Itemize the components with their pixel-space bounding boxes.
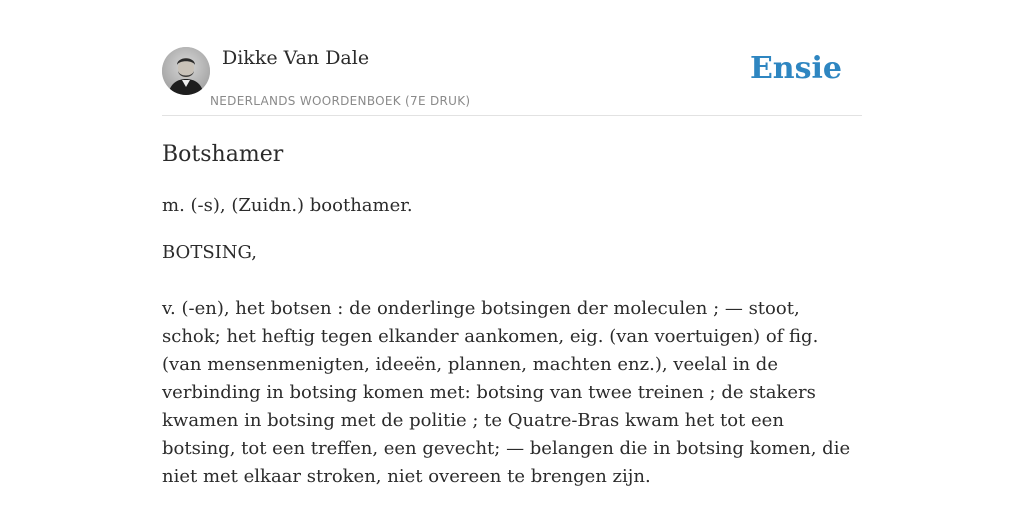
author-name[interactable]: Dikke Van Dale (222, 47, 370, 69)
brand-logo-link[interactable]: Ensie (749, 51, 842, 86)
entry-definition: m. (-s), (Zuidn.) boothamer. (162, 195, 413, 216)
entry-subheading: BOTSING, (162, 242, 257, 263)
avatar[interactable] (162, 47, 210, 95)
entry-body: v. (-en), het botsen : de onderlinge botsingen der moleculen ; — stoot, schok; het heftig tegen elkander aankomen, eig. (van voertuigen) of fig. (van mensenmenigten, ideeën, plannen, machten enz.), veelal in de verbinding in botsing komen met: botsing van twee treinen ; de stakers kwamen in botsing met de politie ; te Quatre-Bras kwam het tot een botsing, tot een treffen, een gevecht; — belangen die in botsing komen, die niet met elkaar stroken, niet overeen te brengen zijn. (162, 298, 851, 487)
dictionary-source[interactable]: NEDERLANDS WOORDENBOEK (7E DRUK) (210, 94, 471, 108)
header (162, 40, 862, 116)
author-portrait-icon (162, 47, 210, 95)
entry-title: Botshamer (162, 142, 284, 167)
